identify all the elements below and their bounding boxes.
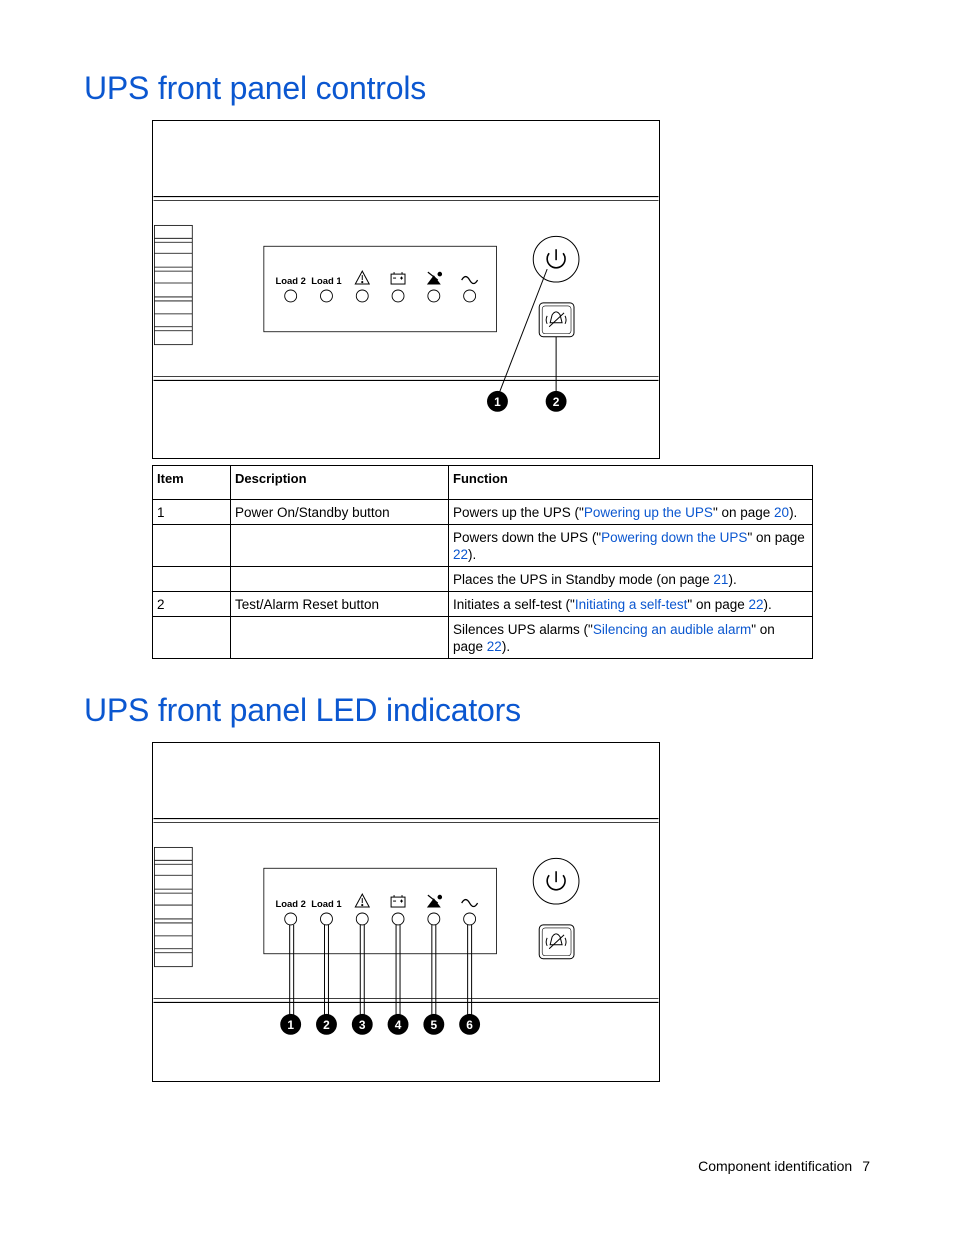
controls-table [152,465,813,659]
page-link[interactable]: 22 [486,639,502,654]
header-description: Description [231,466,449,500]
callout-1 [280,1014,301,1035]
svg-text:5: 5 [430,1017,438,1032]
cell-function: Initiates a self-test ("Initiating a self-test" on page 22). [449,592,813,617]
battery-icon [391,895,405,907]
link-powering-down[interactable]: Powering down the UPS [601,530,748,545]
led-row [285,290,476,302]
power-button[interactable] [533,236,579,282]
table-row [153,525,813,567]
header-function: Function [449,466,813,500]
svg-text:2: 2 [323,1017,330,1032]
svg-text:1: 1 [287,1017,294,1032]
footer-section-title: Component identification [698,1158,853,1174]
cell-item [153,617,231,659]
cell-item: 1 [153,500,231,525]
load1-label: Load 1 [311,899,342,911]
header-item: Item [153,466,231,500]
callout-4 [388,1014,409,1035]
site-wiring-fault-icon [428,272,442,284]
page-link[interactable]: 22 [748,597,764,612]
led-display-panel [264,246,497,331]
section-title-leds: UPS front panel LED indicators [84,692,521,728]
cell-function: Silences UPS alarms ("Silencing an audible alarm" on page 22). [449,617,813,659]
load1-label: Load 1 [311,276,342,288]
callout-6 [459,1014,480,1035]
front-panel-controls-figure [152,120,660,459]
cell-description: Power On/Standby button [231,500,449,525]
page-link[interactable]: 21 [713,572,729,587]
led-display-panel [264,868,497,953]
callout-2 [546,391,567,412]
callout-leader-lines [290,925,472,1015]
table-row [153,592,813,617]
ac-power-icon [462,900,478,907]
alert-icon [355,894,369,907]
cell-function: Places the UPS in Standby mode (on page 21). [449,567,813,592]
callout-2 [316,1014,337,1035]
page-link[interactable]: 20 [774,505,790,520]
cell-item [153,525,231,567]
callout-1 [487,391,508,412]
callout-5 [423,1014,444,1035]
cell-item: 2 [153,592,231,617]
svg-text:3: 3 [358,1017,366,1032]
cell-description: Test/Alarm Reset button [231,592,449,617]
page-footer [698,1158,870,1174]
cell-function: Powers up the UPS ("Powering up the UPS" on page 20). [449,500,813,525]
link-silencing-alarm[interactable]: Silencing an audible alarm [592,622,752,637]
svg-text:1: 1 [494,394,501,409]
table-header-row [153,466,813,500]
front-panel-controls-illustration [153,121,659,458]
alarm-reset-button[interactable] [539,303,574,337]
cell-description [231,567,449,592]
svg-text:2: 2 [552,394,560,409]
vent-grille [154,847,192,966]
front-panel-leds-illustration [153,743,659,1081]
led-row [285,913,476,925]
power-button[interactable] [533,858,579,904]
section-title-controls: UPS front panel controls [84,70,427,106]
vent-grille [154,225,192,344]
alert-icon [355,271,369,284]
front-panel-leds-figure [152,742,660,1082]
link-self-test[interactable]: Initiating a self-test [574,597,688,612]
svg-text:4: 4 [394,1017,402,1032]
cell-description [231,617,449,659]
page-link[interactable]: 22 [453,547,469,562]
table-row [153,617,813,659]
cell-description [231,525,449,567]
load2-label: Load 2 [275,899,306,911]
load2-label: Load 2 [275,276,306,288]
svg-text:6: 6 [466,1017,473,1032]
table-row [153,500,813,525]
cell-function: Powers down the UPS ("Powering down the UPS" on page 22). [449,525,813,567]
callout-3 [352,1014,373,1035]
site-wiring-fault-icon [428,895,442,907]
link-powering-up[interactable]: Powering up the UPS [583,505,713,520]
ac-power-icon [462,277,478,284]
battery-icon [391,272,405,284]
table-row [153,567,813,592]
cell-item [153,567,231,592]
page-number: 7 [862,1158,870,1174]
alarm-reset-button[interactable] [539,925,574,959]
